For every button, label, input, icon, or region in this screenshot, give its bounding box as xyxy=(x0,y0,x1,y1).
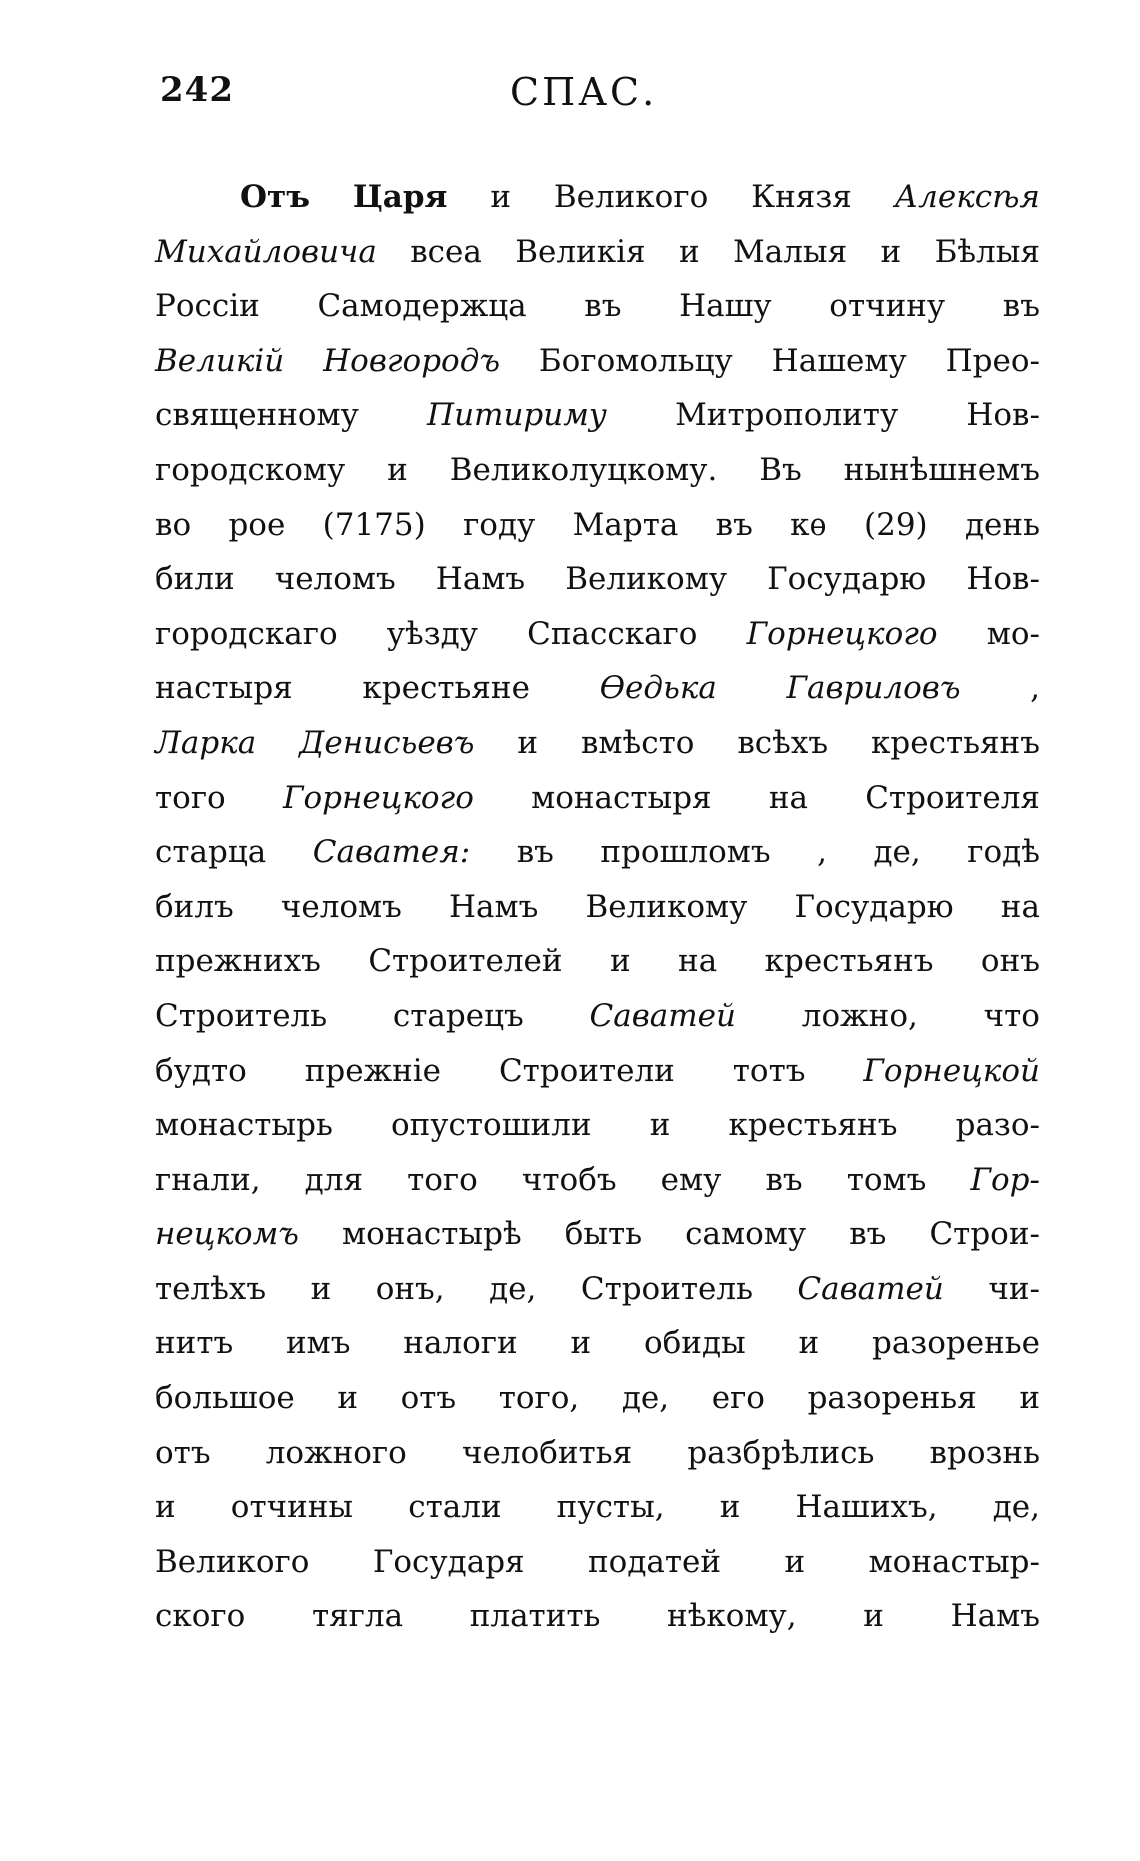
text-line xyxy=(155,1480,1040,1535)
text-line xyxy=(155,552,1040,607)
word: томъ xyxy=(846,1161,927,1198)
word: для xyxy=(304,1161,364,1198)
word: Намъ xyxy=(950,1598,1040,1635)
word: и xyxy=(863,1598,884,1635)
word: де, xyxy=(621,1380,670,1417)
word: разоренья xyxy=(807,1380,977,1417)
text-line xyxy=(155,989,1040,1044)
word: году xyxy=(463,506,536,543)
word: уѣзду xyxy=(386,615,478,652)
word: Митрополиту xyxy=(675,397,899,434)
word: и xyxy=(570,1325,592,1362)
word: прежніе xyxy=(304,1052,442,1089)
word: Саватей xyxy=(589,997,736,1034)
word: тягла xyxy=(311,1598,404,1635)
word: имъ xyxy=(286,1325,351,1362)
text-line xyxy=(155,1207,1040,1262)
text-line xyxy=(155,1535,1040,1590)
word: крестьянъ xyxy=(728,1107,898,1144)
word: Государю xyxy=(794,888,954,925)
page-header xyxy=(160,70,1040,130)
word: Спасскаго xyxy=(527,615,698,652)
word: Отъ xyxy=(240,179,310,215)
word: Самодержца xyxy=(317,288,527,325)
word: Нов- xyxy=(966,561,1040,598)
word: и xyxy=(719,1489,741,1526)
word: Строитель xyxy=(155,997,328,1034)
text-line xyxy=(155,607,1040,662)
word: рое xyxy=(228,506,286,543)
word: того xyxy=(407,1161,478,1198)
word: и xyxy=(155,1489,176,1526)
word: на xyxy=(678,943,718,980)
word: на xyxy=(1000,888,1040,925)
text-line xyxy=(155,1044,1040,1099)
text-line xyxy=(155,1262,1040,1317)
word: Новгородъ xyxy=(323,342,501,379)
word: старецъ xyxy=(392,997,524,1034)
word: Великому xyxy=(565,561,728,598)
word: нынѣшнемъ xyxy=(843,451,1040,488)
word: Строитель xyxy=(580,1270,753,1307)
text-line xyxy=(155,1426,1040,1481)
body-text xyxy=(155,170,1040,1644)
word: въ xyxy=(715,506,753,543)
word: Царя xyxy=(352,179,448,215)
text-line xyxy=(155,170,1040,225)
word: самому xyxy=(685,1216,807,1253)
word: что xyxy=(983,997,1040,1034)
word: монастыря xyxy=(531,779,712,816)
text-line xyxy=(155,388,1040,443)
word: кѳ xyxy=(790,506,827,543)
word: Ларка xyxy=(155,724,257,761)
word: монастырь xyxy=(155,1107,333,1144)
word: , xyxy=(1030,670,1040,707)
word: Питириму xyxy=(427,397,607,434)
word: Великого xyxy=(155,1543,310,1580)
word: крестьяне xyxy=(362,670,530,707)
word: Великія xyxy=(515,233,646,270)
word: Горнецкой xyxy=(863,1052,1040,1089)
word: городскому xyxy=(155,451,346,488)
word: Нашу xyxy=(679,288,772,325)
text-line xyxy=(155,716,1040,771)
word: чтобъ xyxy=(521,1161,617,1198)
word: и xyxy=(609,943,631,980)
text-line xyxy=(155,825,1040,880)
word: чи- xyxy=(988,1270,1040,1307)
word: тотъ xyxy=(732,1052,806,1089)
word: городскаго xyxy=(155,615,338,652)
word: Строи- xyxy=(929,1216,1040,1253)
word: отчины xyxy=(230,1489,354,1526)
word: всеа xyxy=(410,233,482,270)
word: и xyxy=(387,451,408,488)
text-line xyxy=(155,1589,1040,1644)
word: онъ xyxy=(980,943,1040,980)
word: де, xyxy=(489,1270,537,1307)
word: Россіи xyxy=(155,288,260,325)
word: отчину xyxy=(829,288,946,325)
word: Въ xyxy=(759,451,802,488)
word: (7175) xyxy=(322,506,426,543)
word: крестьянъ xyxy=(764,943,934,980)
word: отъ xyxy=(400,1380,457,1417)
text-line xyxy=(155,225,1040,280)
word: и xyxy=(784,1543,806,1580)
text-line xyxy=(155,334,1040,389)
word: платить xyxy=(469,1598,601,1635)
word: обиды xyxy=(643,1325,746,1362)
word: Намъ xyxy=(449,888,539,925)
text-line xyxy=(155,498,1040,553)
word: нѣкому, xyxy=(667,1598,797,1635)
word: били xyxy=(155,561,235,598)
word: всѣхъ xyxy=(737,724,829,761)
word: де, xyxy=(873,834,921,871)
text-line xyxy=(155,934,1040,989)
word: стали xyxy=(408,1489,502,1526)
word: Бѣлыя xyxy=(934,233,1040,270)
word: Богомольцу xyxy=(538,342,733,379)
word: Строителя xyxy=(865,779,1040,816)
word: Ѳедька xyxy=(599,670,717,707)
word: разбрѣлись xyxy=(687,1434,875,1471)
word: челомъ xyxy=(274,561,396,598)
text-line xyxy=(155,1153,1040,1208)
word: Государю xyxy=(767,561,927,598)
word: ложно, xyxy=(801,997,918,1034)
word: челобитья xyxy=(462,1434,633,1471)
word: онъ, xyxy=(375,1270,445,1307)
word: монастырѣ xyxy=(342,1216,522,1253)
text-line xyxy=(155,1098,1040,1153)
word: и xyxy=(1019,1380,1040,1417)
word: Саватея: xyxy=(312,834,471,871)
word: Горнецкого xyxy=(746,615,938,652)
word: въ xyxy=(765,1161,803,1198)
word: и xyxy=(649,1107,671,1144)
word: Малыя xyxy=(732,233,848,270)
word: Намъ xyxy=(435,561,526,598)
word: въ xyxy=(849,1216,887,1253)
word: прошломъ xyxy=(600,834,771,871)
word: врознь xyxy=(929,1434,1040,1471)
text-line xyxy=(155,279,1040,334)
word: Алексѣя xyxy=(894,179,1040,215)
word: того xyxy=(155,779,226,816)
text-line xyxy=(155,1316,1040,1371)
word: Гор- xyxy=(970,1161,1040,1198)
word: и xyxy=(490,179,511,215)
word: Михайловича xyxy=(155,233,377,270)
word: и xyxy=(678,233,700,270)
word: телѣхъ xyxy=(155,1270,267,1307)
word: его xyxy=(711,1380,765,1417)
word: и xyxy=(310,1270,332,1307)
word: Великолуцкому. xyxy=(449,451,718,488)
text-line xyxy=(155,1371,1040,1426)
word: податей xyxy=(588,1543,722,1580)
word: вмѣсто xyxy=(580,724,695,761)
word: (29) xyxy=(864,506,928,543)
word: ему xyxy=(660,1161,722,1198)
text-line xyxy=(155,771,1040,826)
word: отъ xyxy=(155,1434,211,1471)
word: крестьянъ xyxy=(871,724,1040,761)
word: нецкомъ xyxy=(155,1216,299,1253)
word: Нашихъ, xyxy=(795,1489,938,1526)
word: быть xyxy=(564,1216,643,1253)
text-line xyxy=(155,880,1040,935)
page-number: 242 xyxy=(160,70,234,110)
word: и xyxy=(798,1325,820,1362)
word: Саватей xyxy=(797,1270,944,1307)
word: Прео- xyxy=(945,342,1040,379)
word: Гавриловъ xyxy=(786,670,961,707)
word: Великій xyxy=(155,342,285,379)
word: опустошили xyxy=(390,1107,592,1144)
word: Горнецкого xyxy=(282,779,474,816)
word: въ xyxy=(584,288,622,325)
word: большое xyxy=(155,1380,295,1417)
word: въ xyxy=(1002,288,1040,325)
word: того, xyxy=(498,1380,580,1417)
word: Нов- xyxy=(966,397,1040,434)
running-head: СПАС. xyxy=(510,70,658,114)
word: день xyxy=(964,506,1040,543)
text-line xyxy=(155,661,1040,716)
word: въ xyxy=(516,834,554,871)
word: разо- xyxy=(955,1107,1040,1144)
word: на xyxy=(768,779,808,816)
word: будто xyxy=(155,1052,247,1089)
word: , xyxy=(817,834,827,871)
word: прежнихъ xyxy=(155,943,321,980)
word: и xyxy=(337,1380,358,1417)
word: ского xyxy=(155,1598,246,1635)
word: гнали, xyxy=(155,1161,261,1198)
word: Князя xyxy=(751,179,852,215)
word: Великому xyxy=(585,888,748,925)
word: Марта xyxy=(572,506,679,543)
word: пусты, xyxy=(556,1489,665,1526)
word: настыря xyxy=(155,670,293,707)
text-line xyxy=(155,443,1040,498)
word: челомъ xyxy=(280,888,402,925)
word: годѣ xyxy=(967,834,1040,871)
word: и xyxy=(880,233,902,270)
word: Нашему xyxy=(771,342,907,379)
word: Государя xyxy=(372,1543,525,1580)
word: де, xyxy=(992,1489,1040,1526)
word: во xyxy=(155,506,192,543)
word: монастыр- xyxy=(868,1543,1040,1580)
word: разоренье xyxy=(871,1325,1040,1362)
word: Великого xyxy=(553,179,709,215)
word: священному xyxy=(155,397,359,434)
word: Строителей xyxy=(368,943,563,980)
word: налоги xyxy=(403,1325,518,1362)
word: и xyxy=(517,724,539,761)
word: мо- xyxy=(986,615,1040,652)
word: нитъ xyxy=(155,1325,234,1362)
word: старца xyxy=(155,834,267,871)
word: билъ xyxy=(155,888,234,925)
word: Строители xyxy=(498,1052,675,1089)
word: ложного xyxy=(265,1434,407,1471)
word: Денисьевъ xyxy=(299,724,475,761)
